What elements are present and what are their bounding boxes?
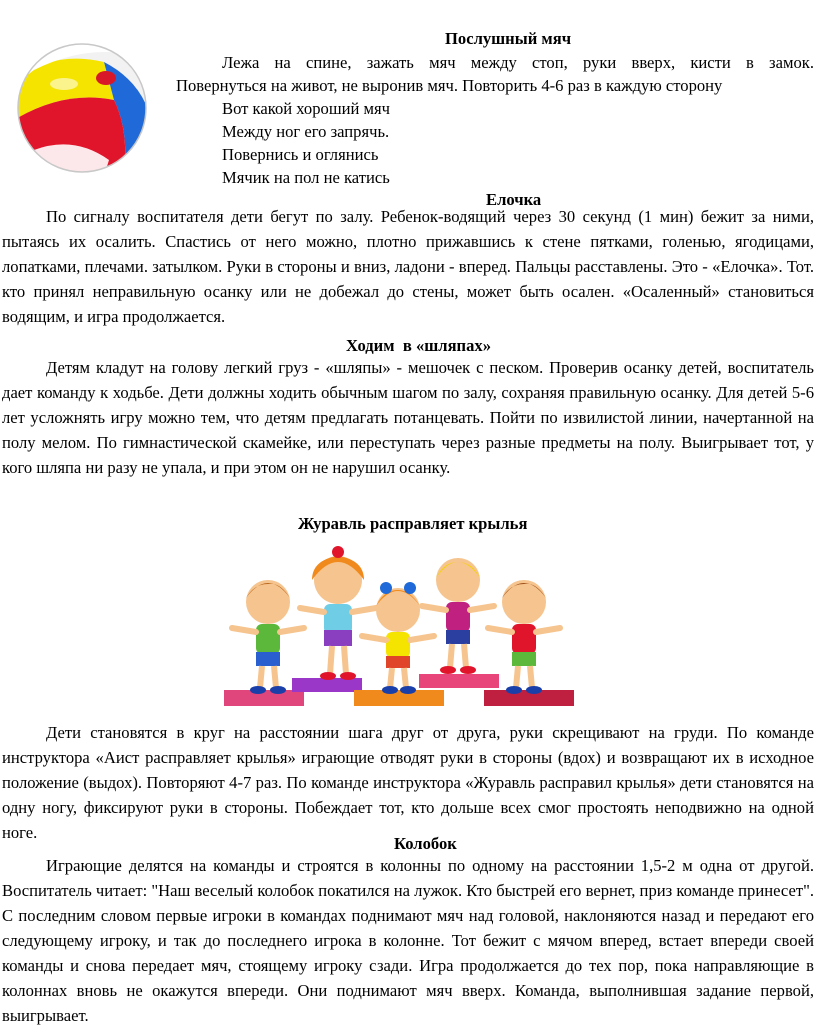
- children-exercise-illustration: [214, 540, 584, 714]
- section5-body: [2, 853, 814, 1028]
- section3-paragraph: Детям кладут на голову легкий груз - «шляпы» - мешочек с песком. Проверив осанку детей, воспитатель дает команду к ходьбе. Дети должны ходить обычным шагом по залу, сохраняя правильную осанку. Для детей 5-6 лет усложнять игру можно тем, что детям предлагать потанцевать. Пойти по извилистой линии, начертанной на полу мелом. По гимнастической скамейке, или переступать через разные предметы на полу. Выигрывает тот, у кого шляпа ни разу не упала, и при этом он не нарушил осанку.: [2, 358, 814, 477]
- verse-line: Вот какой хороший мяч: [222, 99, 390, 118]
- child-figure: [300, 546, 376, 680]
- section1-line1: Лежа на спине, зажать мяч между стоп, руки вверх, кисти в замок.: [222, 53, 814, 72]
- section1-line2: Повернуться на живот, не выронив мяч. Повторить 4-6 раз в каждую сторону: [176, 76, 723, 95]
- section5-paragraph: Играющие делятся на команды и строятся в колонны по одному на расстоянии 1,5-2 м одна от другой. Воспитатель читает: "Наш веселый колобок покатился на лужок. Кто быстрей его вернет, приз команде принесет". С последним словом первые игроки в командах поднимают мяч над головой, наклоняются назад и передают его следующему игроку, и так до последнего игрока в колонне. Тот бежит с мячом вперед, встает впереди своей команды и снова передает мяч, стоящему игроку сзади. Игра продолжается до тех пор, пока направляющие в колоннах вновь не окажутся впереди. Они поднимают мяч вверх. Команда, выполнившая задание первой, выигрывает.: [2, 856, 814, 1025]
- section-title-elochka: Елочка: [486, 190, 542, 209]
- section3-body: [2, 355, 814, 480]
- section-title-obedient-ball: Послушный мяч: [445, 29, 572, 48]
- verse-line: Мячик на пол не катись: [222, 168, 390, 187]
- child-figure: [232, 580, 304, 694]
- section2-paragraph: По сигналу воспитателя дети бегут по залу. Ребенок-водящий через 30 секунд (1 мин) бежит за ними, пытаясь их осалить. Спастись от него можно, плотно прижавшись к стене пятками, голенью, ягодицами, лопатками, плечами. затылком. Руки в стороны и вниз, ладони - вперед. Пальцы расставлены. Это - «Елочка». Тот. кто принял неправильную осанку или не добежал до стены, может быть осален. «Осаленный» становиться водящим, и игра продолжается.: [2, 207, 814, 326]
- section-title-hats: Ходим в «шляпах»: [346, 336, 492, 355]
- verse-line: Повернись и оглянись: [222, 145, 379, 164]
- beach-ball-icon: [14, 40, 150, 176]
- verse-line: Между ног его запрячь.: [222, 122, 390, 141]
- section-title-crane: Журавль расправляет крылья: [298, 514, 528, 533]
- section-title-kolobok: Колобок: [394, 834, 457, 853]
- child-figure: [422, 558, 494, 674]
- section4-paragraph: Дети становятся в круг на расстоянии шага друг от друга, руки скрещивают на груди. По команде инструктора «Аист расправляет крылья» играющие отводят руки в стороны (вдох) и возвращают их в исходное положение (выдох). Повторяют 4-7 раз. По команде инструктора «Журавль расправил крылья» дети становятся на одну ногу, фиксируют руки в стороны. Побеждает тот, кто дольше всех смог простоять неподвижно на одной ноге.: [2, 723, 814, 842]
- section2-body: [2, 204, 814, 329]
- section4-body: [2, 720, 814, 845]
